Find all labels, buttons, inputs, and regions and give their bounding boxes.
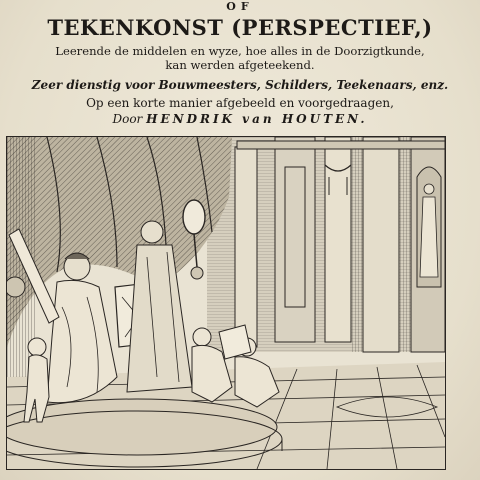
subtitle: Leerende de middelen en wyze, hoe alles in de Doorzigtkunde, kan werden afgeteekend. (55, 44, 425, 72)
dedication-line: Zeer dienstig voor Bouwmeesters, Schilders, Teekenaars, enz. (31, 78, 449, 92)
colonnade (207, 137, 445, 352)
globe-icon (7, 277, 25, 297)
method-line: Op een korte manier afgebeeld en voorgedraagen, (86, 96, 394, 110)
author-prefix: Door (112, 112, 143, 126)
engraving-illustration (7, 137, 445, 469)
author-name: HENDRIK van HOUTEN. (146, 112, 368, 126)
author-line (0, 112, 480, 126)
main-title: TEKENKONST (PERSPECTIEF,) (47, 15, 433, 40)
title-block (0, 0, 480, 126)
of-line: OF (226, 0, 254, 13)
frontispiece-engraving (6, 136, 446, 470)
